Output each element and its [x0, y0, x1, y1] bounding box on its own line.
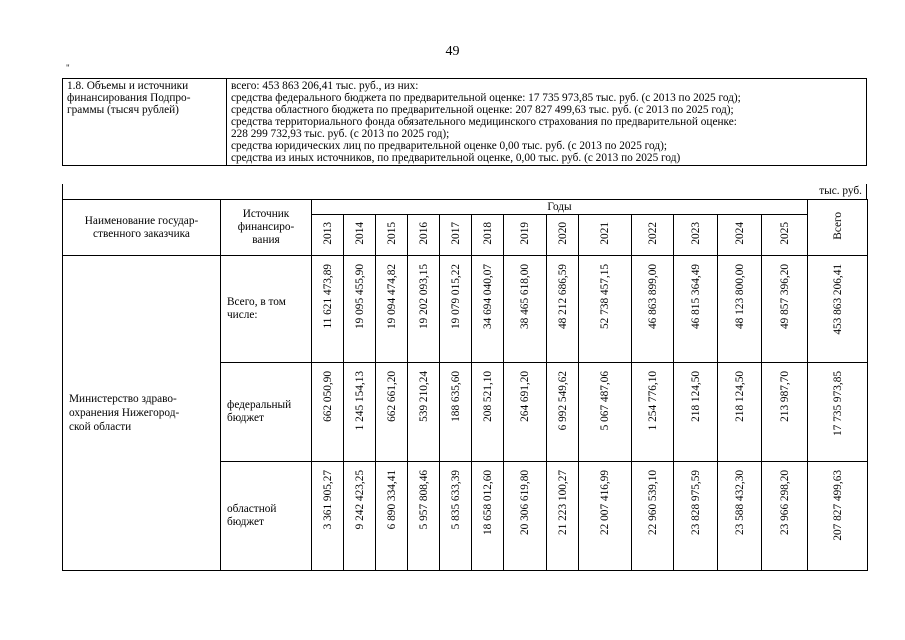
year-header: [718, 215, 762, 256]
total-cell: [808, 256, 868, 363]
value-cell: [376, 256, 408, 363]
total-value: 453 863 206,41: [831, 264, 844, 335]
source-header-line: вания: [252, 234, 280, 246]
value-text: 11 621 473,89: [321, 264, 334, 329]
year-label: 2016: [417, 222, 430, 245]
year-label: 2019: [519, 222, 531, 245]
year-header: [762, 215, 808, 256]
value-cell: [718, 363, 762, 462]
value-text: 6 992 549,62: [556, 371, 569, 431]
value-cell: [472, 462, 504, 571]
source-line: числе:: [227, 309, 258, 321]
value-cell: [504, 256, 547, 363]
summary-line: средства юридических лиц по предварительной оценке 0,00 тыс. руб. (с 2013 по 2025 год);: [231, 140, 668, 152]
summary-text: [227, 79, 867, 166]
value-cell: [344, 462, 376, 571]
value-text: 662 661,20: [385, 371, 398, 422]
value-text: 19 079 015,22: [449, 264, 462, 329]
year-label: 2015: [385, 222, 398, 245]
year-header: [674, 215, 718, 256]
summary-label-line: 1.8. Объемы и источники: [67, 80, 189, 92]
value-text: 19 095 455,90: [353, 264, 366, 329]
year-label: 2025: [778, 222, 791, 245]
value-cell: [472, 256, 504, 363]
value-text: 218 124,50: [689, 371, 702, 422]
quote-mark: ": [66, 63, 70, 73]
year-header: [344, 215, 376, 256]
value-cell: [408, 363, 440, 462]
value-cell: [718, 462, 762, 571]
customer-name-line: ской области: [69, 421, 132, 433]
source-cell: [221, 363, 312, 462]
value-cell: [579, 256, 632, 363]
value-text: 1 254 776,10: [646, 371, 659, 431]
value-text: 5 957 808,46: [417, 470, 430, 530]
value-cell: [674, 363, 718, 462]
year-header: [408, 215, 440, 256]
value-text: 188 635,60: [449, 371, 462, 422]
value-text: 38 465 618,00: [519, 264, 531, 329]
source-line: бюджет: [227, 516, 264, 528]
year-label: 2024: [733, 222, 746, 245]
year-header: [472, 215, 504, 256]
value-cell: [547, 256, 579, 363]
customer-name-line: Министерство здраво-: [69, 393, 177, 405]
source-line: федеральный: [227, 399, 292, 411]
summary-line: средства из иных источников, по предварительной оценке, 0,00 тыс. руб. (с 2013 по 2025 год): [231, 152, 681, 164]
value-cell: [440, 256, 472, 363]
financing-table: [62, 199, 868, 571]
value-cell: [504, 462, 547, 571]
year-label: 2022: [646, 222, 659, 245]
customer-header-line: ственного заказчика: [93, 227, 190, 240]
value-cell: [674, 256, 718, 363]
value-cell: [762, 363, 808, 462]
years-header: Годы: [312, 200, 808, 215]
value-text: 662 050,90: [321, 371, 334, 422]
units-label: тыс. руб.: [62, 184, 867, 199]
year-header: [504, 215, 547, 256]
value-text: 9 242 423,25: [353, 470, 366, 530]
summary-line: всего: 453 863 206,41 тыс. руб., из них:: [231, 80, 419, 92]
summary-label: [63, 79, 227, 166]
value-cell: [472, 363, 504, 462]
value-text: 3 361 905,27: [321, 470, 334, 530]
source-line: областной: [227, 503, 277, 515]
value-cell: [440, 363, 472, 462]
value-text: 19 202 093,15: [417, 264, 430, 329]
value-text: 218 124,50: [733, 371, 746, 422]
year-header: [312, 215, 344, 256]
value-cell: [579, 462, 632, 571]
value-text: 23 588 432,30: [733, 470, 746, 535]
customer-name-line: охранения Нижегород-: [69, 407, 180, 419]
value-text: 213 987,70: [778, 371, 791, 422]
source-line: бюджет: [227, 412, 264, 424]
year-header: [632, 215, 674, 256]
value-cell: [632, 462, 674, 571]
source-header: [221, 200, 312, 256]
summary-line: средства федерального бюджета по предварительной оценке: 17 735 973,85 тыс. руб. (с 2013 по 2025 год);: [231, 92, 741, 104]
summary-label-line: граммы (тысяч рублей): [67, 104, 179, 116]
source-line: Всего, в том: [227, 296, 286, 308]
value-cell: [632, 256, 674, 363]
value-text: 23 828 975,59: [689, 470, 702, 535]
summary-label-line: финансирования Подпро-: [67, 92, 191, 104]
value-cell: [440, 462, 472, 571]
value-text: 18 658 012,60: [481, 470, 494, 535]
source-header-line: Источник: [242, 208, 290, 220]
value-text: 46 815 364,49: [689, 264, 702, 329]
value-text: 539 210,24: [417, 371, 430, 422]
value-text: 208 521,10: [481, 371, 494, 422]
year-label: 2014: [353, 222, 366, 245]
value-text: 34 694 040,07: [481, 264, 494, 329]
value-text: 22 960 539,10: [646, 470, 659, 535]
value-text: 5 835 633,39: [449, 470, 462, 530]
summary-line: средства территориального фонда обязательного медицинского страхования по предварительной оценке:: [231, 116, 737, 128]
value-text: 1 245 154,13: [353, 371, 366, 431]
total-header-label: Всего: [831, 212, 844, 240]
value-text: 22 007 416,99: [599, 470, 611, 535]
value-cell: [312, 363, 344, 462]
value-cell: [408, 462, 440, 571]
value-text: 46 863 899,00: [646, 264, 659, 329]
value-text: 23 966 298,20: [778, 470, 791, 535]
value-text: 19 094 474,82: [385, 264, 398, 329]
value-text: 264 691,20: [519, 371, 531, 422]
page-number: 49: [445, 44, 460, 59]
year-label: 2013: [321, 222, 334, 245]
source-cell: [221, 462, 312, 571]
value-text: 48 123 800,00: [733, 264, 746, 329]
value-text: 48 212 686,59: [556, 264, 569, 329]
year-label: 2018: [481, 222, 494, 245]
summary-line: 228 299 732,93 тыс. руб. (с 2013 по 2025 год);: [231, 128, 450, 140]
value-cell: [547, 363, 579, 462]
value-text: 5 067 487,06: [599, 371, 611, 431]
value-cell: [762, 256, 808, 363]
value-cell: [408, 256, 440, 363]
value-cell: [504, 363, 547, 462]
year-header: [579, 215, 632, 256]
value-cell: [547, 462, 579, 571]
source-cell: [221, 256, 312, 363]
total-value: 207 827 499,63: [831, 470, 844, 541]
value-text: 6 890 334,41: [385, 470, 398, 530]
value-cell: [312, 256, 344, 363]
value-text: 49 857 396,20: [778, 264, 791, 329]
year-header: [440, 215, 472, 256]
customer-name: [63, 256, 221, 571]
total-header: [808, 200, 868, 256]
funding-summary-table: [62, 78, 867, 166]
value-cell: [376, 363, 408, 462]
customer-header-line: Наименование государ-: [84, 214, 199, 227]
value-cell: [344, 256, 376, 363]
value-text: 21 223 100,27: [556, 470, 569, 535]
value-cell: [674, 462, 718, 571]
total-value: 17 735 973,85: [831, 371, 844, 436]
year-label: 2023: [689, 222, 702, 245]
customer-header: [63, 200, 221, 256]
value-cell: [376, 462, 408, 571]
summary-line: средства областного бюджета по предварительной оценке: 207 827 499,63 тыс. руб. (с 2013 по 2025 год);: [231, 104, 734, 116]
year-header: [376, 215, 408, 256]
value-text: 20 306 619,80: [519, 470, 531, 535]
year-label: 2021: [599, 222, 611, 245]
value-cell: [312, 462, 344, 571]
year-label: 2017: [449, 222, 462, 245]
value-cell: [718, 256, 762, 363]
total-cell: [808, 363, 868, 462]
year-label: 2020: [556, 222, 569, 245]
value-text: 52 738 457,15: [599, 264, 611, 329]
source-header-line: финансиро-: [237, 221, 295, 233]
value-cell: [344, 363, 376, 462]
value-cell: [579, 363, 632, 462]
total-cell: [808, 462, 868, 571]
value-cell: [632, 363, 674, 462]
year-header: [547, 215, 579, 256]
value-cell: [762, 462, 808, 571]
